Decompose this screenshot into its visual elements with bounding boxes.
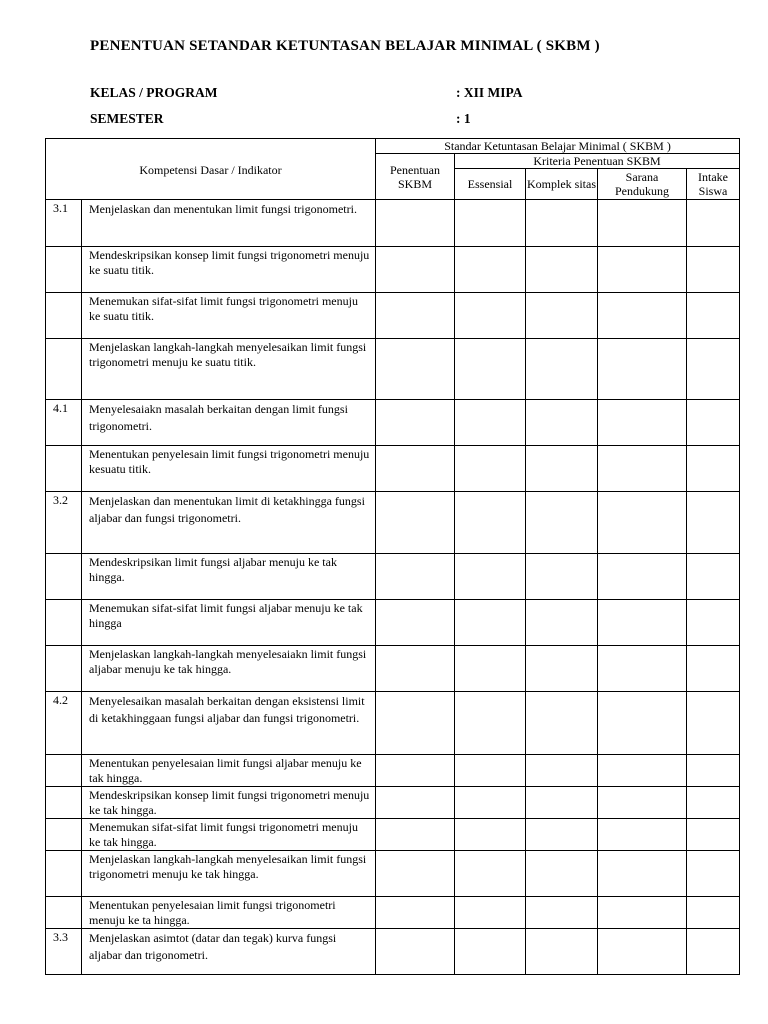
kompleksitas-cell[interactable]: [526, 247, 598, 293]
penentuan-cell[interactable]: [376, 851, 455, 897]
intake-cell[interactable]: [687, 819, 740, 851]
kompleksitas-cell[interactable]: [526, 400, 598, 446]
table-row: [46, 400, 740, 446]
skbm-table: [45, 138, 740, 975]
sarana-cell[interactable]: [598, 600, 687, 646]
intake-cell[interactable]: [687, 554, 740, 600]
kd-number: [46, 851, 82, 897]
sarana-cell[interactable]: [598, 929, 687, 975]
penentuan-cell[interactable]: [376, 339, 455, 400]
kompleksitas-cell[interactable]: [526, 897, 598, 929]
intake-cell[interactable]: [687, 446, 740, 492]
intake-cell[interactable]: [687, 692, 740, 755]
sarana-cell[interactable]: [598, 851, 687, 897]
essensial-cell[interactable]: [455, 293, 526, 339]
kompleksitas-cell[interactable]: [526, 339, 598, 400]
kd-number: [46, 446, 82, 492]
essensial-cell[interactable]: [455, 339, 526, 400]
intake-cell[interactable]: [687, 200, 740, 247]
kd-number: [46, 293, 82, 339]
intake-cell[interactable]: [687, 339, 740, 400]
table-row: [46, 492, 740, 554]
sarana-cell[interactable]: [598, 339, 687, 400]
indicator-text: Menemukan sifat-sifat limit fungsi trigonometri menuju ke tak hingga.: [82, 819, 376, 851]
essensial-cell[interactable]: [455, 755, 526, 787]
essensial-cell[interactable]: [455, 787, 526, 819]
kd-number: 3.3: [46, 929, 82, 975]
intake-cell[interactable]: [687, 492, 740, 554]
header-intake: Intake Siswa: [687, 169, 740, 200]
kompleksitas-cell[interactable]: [526, 446, 598, 492]
kd-number: [46, 787, 82, 819]
intake-cell[interactable]: [687, 600, 740, 646]
essensial-cell[interactable]: [455, 492, 526, 554]
essensial-cell[interactable]: [455, 554, 526, 600]
table-row: [46, 787, 740, 819]
table-row: [46, 897, 740, 929]
table-row: [46, 200, 740, 247]
sarana-cell[interactable]: [598, 446, 687, 492]
table-row: [46, 692, 740, 755]
kompleksitas-cell[interactable]: [526, 929, 598, 975]
header-essensial: Essensial: [455, 169, 526, 200]
essensial-cell[interactable]: [455, 600, 526, 646]
table-row: [46, 819, 740, 851]
indicator-text: Menyelesaiakn masalah berkaitan dengan limit fungsi trigonometri.: [82, 400, 376, 446]
sarana-cell[interactable]: [598, 492, 687, 554]
intake-cell[interactable]: [687, 897, 740, 929]
penentuan-cell[interactable]: [376, 600, 455, 646]
kd-number: [46, 554, 82, 600]
sarana-cell[interactable]: [598, 293, 687, 339]
essensial-cell[interactable]: [455, 929, 526, 975]
table-row: [46, 554, 740, 600]
indicator-text: Menjelaskan asimtot (datar dan tegak) kurva fungsi aljabar dan trigonometri.: [82, 929, 376, 975]
penentuan-cell[interactable]: [376, 755, 455, 787]
intake-cell[interactable]: [687, 787, 740, 819]
kompleksitas-cell[interactable]: [526, 851, 598, 897]
document-title: PENENTUAN SETANDAR KETUNTASAN BELAJAR MINIMAL ( SKBM ): [90, 38, 600, 54]
intake-cell[interactable]: [687, 755, 740, 787]
table-row: [46, 446, 740, 492]
kompleksitas-cell[interactable]: [526, 819, 598, 851]
penentuan-cell[interactable]: [376, 293, 455, 339]
table-row: [46, 293, 740, 339]
kompleksitas-cell[interactable]: [526, 600, 598, 646]
essensial-cell[interactable]: [455, 247, 526, 293]
intake-cell[interactable]: [687, 293, 740, 339]
table-row: [46, 646, 740, 692]
kelas-value: : XII MIPA: [456, 85, 523, 100]
header-kd-label: Kompetensi Dasar / Indikator: [139, 163, 282, 177]
header-sarana: Sarana Pendukung: [598, 169, 687, 200]
penentuan-cell[interactable]: [376, 787, 455, 819]
penentuan-cell[interactable]: [376, 554, 455, 600]
kompleksitas-cell[interactable]: [526, 692, 598, 755]
penentuan-cell[interactable]: [376, 646, 455, 692]
table-row: [46, 929, 740, 975]
indicator-text: Menyelesaikan masalah berkaitan dengan eksistensi limit di ketakhinggaan fungsi aljabar dan fungsi trigonometri.: [82, 692, 376, 755]
sarana-cell[interactable]: [598, 400, 687, 446]
indicator-text: Mendeskripsikan konsep limit fungsi trigonometri menuju ke tak hingga.: [82, 787, 376, 819]
penentuan-cell[interactable]: [376, 819, 455, 851]
indicator-text: Menentukan penyelesain limit fungsi trigonometri menuju kesuatu titik.: [82, 446, 376, 492]
penentuan-cell[interactable]: [376, 446, 455, 492]
header-penentuan: Penentuan SKBM: [376, 154, 455, 200]
table-row: [46, 755, 740, 787]
penentuan-cell[interactable]: [376, 247, 455, 293]
indicator-text: Menjelaskan langkah-langkah menyelesaikan limit fungsi trigonometri menuju ke suatu titik.: [82, 339, 376, 400]
header-kompleksitas: Komplek sitas: [526, 169, 598, 200]
essensial-cell[interactable]: [455, 851, 526, 897]
intake-cell[interactable]: [687, 646, 740, 692]
penentuan-cell[interactable]: [376, 400, 455, 446]
sarana-cell[interactable]: [598, 692, 687, 755]
kompleksitas-cell[interactable]: [526, 646, 598, 692]
indicator-text: Mendeskripsikan limit fungsi aljabar menuju ke tak hingga.: [82, 554, 376, 600]
kd-number: [46, 247, 82, 293]
kd-number: [46, 646, 82, 692]
kompleksitas-cell[interactable]: [526, 492, 598, 554]
table-row: [46, 247, 740, 293]
penentuan-cell[interactable]: [376, 200, 455, 247]
penentuan-cell[interactable]: [376, 897, 455, 929]
kd-number: [46, 339, 82, 400]
essensial-cell[interactable]: [455, 446, 526, 492]
sarana-cell[interactable]: [598, 646, 687, 692]
table-row: [46, 339, 740, 400]
indicator-text: Menjelaskan dan menentukan limit fungsi trigonometri.: [82, 200, 376, 247]
penentuan-cell[interactable]: [376, 929, 455, 975]
kd-number: 3.2: [46, 492, 82, 554]
sarana-cell[interactable]: [598, 819, 687, 851]
semester-value: : 1: [456, 111, 471, 126]
kompleksitas-cell[interactable]: [526, 554, 598, 600]
kompleksitas-cell[interactable]: [526, 787, 598, 819]
semester-label: SEMESTER: [90, 111, 164, 126]
indicator-text: Menjelaskan langkah-langkah menyelesaikan limit fungsi trigonometri menuju ke tak hingga.: [82, 851, 376, 897]
indicator-text: Menemukan sifat-sifat limit fungsi trigonometri menuju ke suatu titik.: [82, 293, 376, 339]
kompleksitas-cell[interactable]: [526, 293, 598, 339]
sarana-cell[interactable]: [598, 787, 687, 819]
kd-number: [46, 897, 82, 929]
kd-number: 3.1: [46, 200, 82, 247]
kelas-label: KELAS / PROGRAM: [90, 85, 218, 100]
indicator-text: Menentukan penyelesaian limit fungsi trigonometri menuju ke ta hingga.: [82, 897, 376, 929]
kd-number: [46, 600, 82, 646]
essensial-cell[interactable]: [455, 819, 526, 851]
essensial-cell[interactable]: [455, 200, 526, 247]
kd-number: [46, 755, 82, 787]
intake-cell[interactable]: [687, 247, 740, 293]
header-kd: [46, 139, 376, 200]
intake-cell[interactable]: [687, 929, 740, 975]
kd-number: 4.2: [46, 692, 82, 755]
header-kriteria: Kriteria Penentuan SKBM: [455, 154, 740, 169]
kd-number: [46, 819, 82, 851]
indicator-text: Menemukan sifat-sifat limit fungsi aljabar menuju ke tak hingga: [82, 600, 376, 646]
indicator-text: Mendeskripsikan konsep limit fungsi trigonometri menuju ke suatu titik.: [82, 247, 376, 293]
kompleksitas-cell[interactable]: [526, 200, 598, 247]
sarana-cell[interactable]: [598, 755, 687, 787]
kompleksitas-cell[interactable]: [526, 755, 598, 787]
essensial-cell[interactable]: [455, 646, 526, 692]
indicator-text: Menentukan penyelesaian limit fungsi aljabar menuju ke tak hingga.: [82, 755, 376, 787]
essensial-cell[interactable]: [455, 897, 526, 929]
indicator-text: Menjelaskan dan menentukan limit di ketakhingga fungsi aljabar dan fungsi trigonometri.: [82, 492, 376, 554]
intake-cell[interactable]: [687, 851, 740, 897]
intake-cell[interactable]: [687, 400, 740, 446]
table-row: [46, 851, 740, 897]
essensial-cell[interactable]: [455, 692, 526, 755]
essensial-cell[interactable]: [455, 400, 526, 446]
indicator-text: Menjelaskan langkah-langkah menyelesaiakn limit fungsi aljabar menuju ke tak hingga.: [82, 646, 376, 692]
sarana-cell[interactable]: [598, 554, 687, 600]
table-row: [46, 600, 740, 646]
penentuan-cell[interactable]: [376, 692, 455, 755]
sarana-cell[interactable]: [598, 897, 687, 929]
penentuan-cell[interactable]: [376, 492, 455, 554]
kd-number: 4.1: [46, 400, 82, 446]
header-skbm-group: Standar Ketuntasan Belajar Minimal ( SKBM ): [376, 139, 740, 154]
sarana-cell[interactable]: [598, 247, 687, 293]
sarana-cell[interactable]: [598, 200, 687, 247]
